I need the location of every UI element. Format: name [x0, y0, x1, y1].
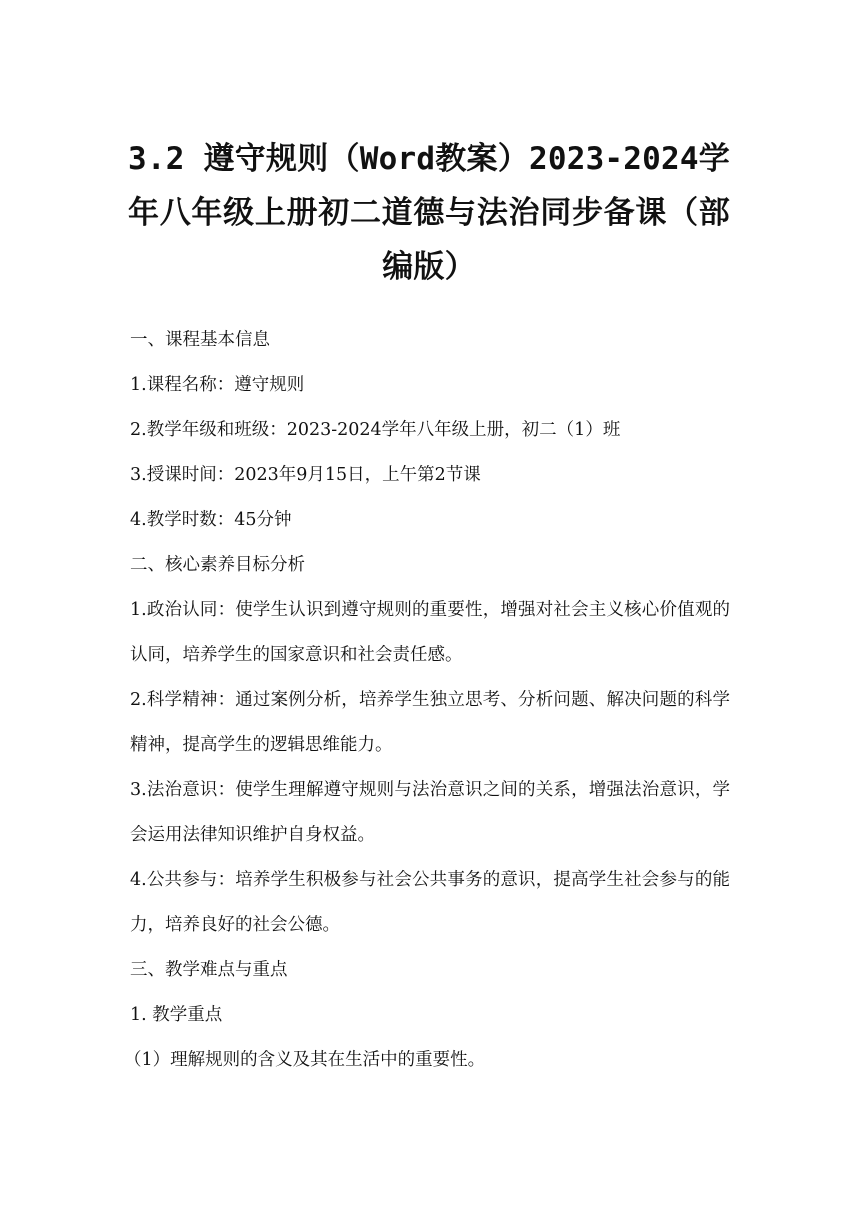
focus-item-1: （1）理解规则的含义及其在生活中的重要性。: [124, 1050, 486, 1070]
info-class-time: 3.授课时间：2023年9月15日，上午第2节课: [130, 465, 481, 485]
section-heading-course-info: 一、课程基本信息: [130, 330, 270, 350]
subheading-teaching-focus: 1. 教学重点: [130, 1005, 223, 1025]
info-grade-class: 2.教学年级和班级：2023-2024学年八年级上册，初二（1）班: [130, 420, 621, 440]
goal-public-participation: 4.公共参与：培养学生积极参与社会公共事务的意识，提高学生社会参与的能力，培养良好的社会公德。: [130, 870, 730, 935]
goal-political-identity: 1.政治认同：使学生认识到遵守规则的重要性，增强对社会主义核心价值观的认同，培养学生的国家意识和社会责任感。: [130, 600, 730, 665]
document-body: [124, 318, 730, 1083]
info-course-name: 1.课程名称：遵守规则: [130, 375, 305, 395]
info-duration: 4.教学时数：45分钟: [130, 510, 292, 530]
section-heading-core-goals: 二、核心素养目标分析: [130, 555, 305, 575]
document-title: 3.2 遵守规则（Word教案）2023-2024学年八年级上册初二道德与法治同步备课（部编版）: [128, 141, 730, 285]
section-heading-key-points: 三、教学难点与重点: [130, 960, 288, 980]
goal-rule-of-law: 3.法治意识：使学生理解遵守规则与法治意识之间的关系，增强法治意识，学会运用法律知识维护自身权益。: [130, 780, 730, 845]
goal-scientific-spirit: 2.科学精神：通过案例分析，培养学生独立思考、分析问题、解决问题的科学精神，提高学生的逻辑思维能力。: [130, 690, 730, 755]
